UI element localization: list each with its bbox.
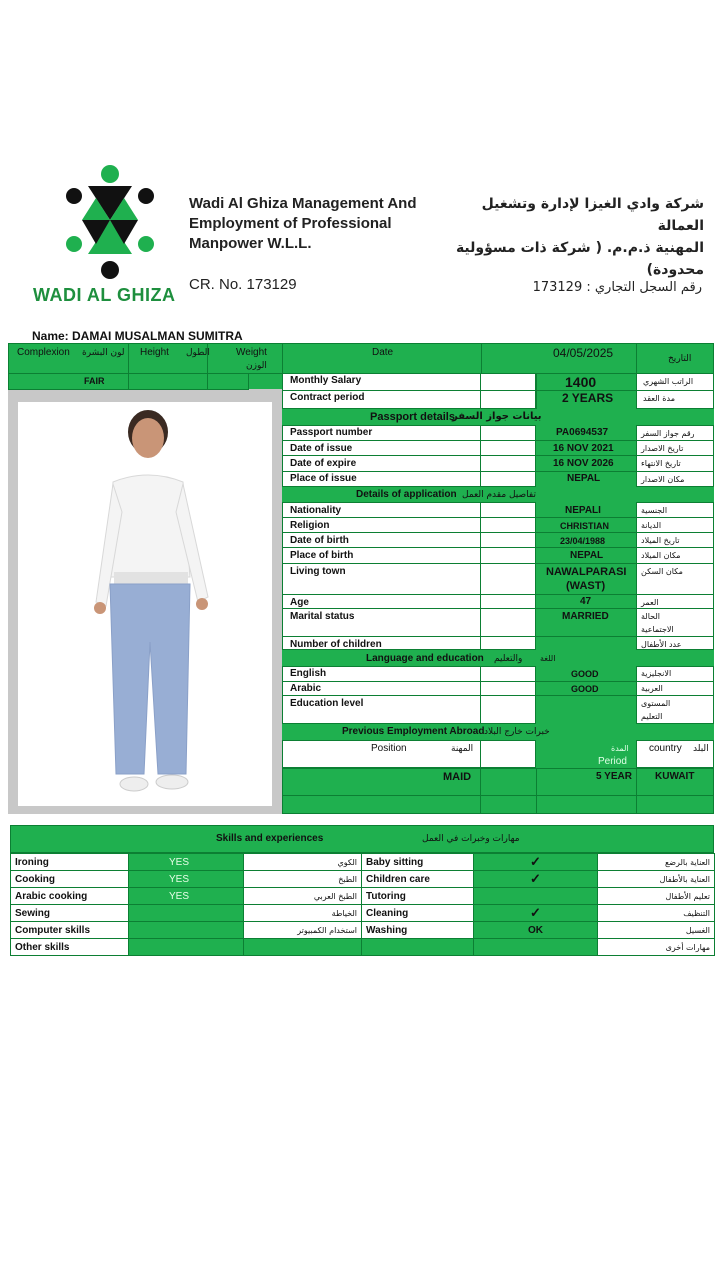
place-of-issue-label: Place of issue bbox=[290, 473, 357, 484]
skills-table bbox=[10, 853, 715, 956]
logo-text: WADI AL GHIZA bbox=[33, 285, 176, 305]
skill-other-right-label bbox=[362, 939, 474, 956]
skill-cooking-value: YES bbox=[129, 871, 244, 888]
application-section-title: Details of application bbox=[356, 489, 457, 500]
employment-section-title: Previous Employment Abroad bbox=[342, 726, 485, 737]
skills-row bbox=[11, 905, 715, 922]
skill-computer-ar: استخدام الكمبيوتر bbox=[244, 922, 362, 939]
skill-tutoring-ar: تعليم الأطفال bbox=[598, 888, 715, 905]
company-name-line-1: Wadi Al Ghiza Management And bbox=[189, 195, 417, 212]
passport-number-value: PA0694537 bbox=[556, 427, 609, 438]
date-of-expire-label: Date of expire bbox=[290, 458, 357, 469]
number-of-children-label: Number of children bbox=[290, 639, 382, 650]
date-of-expire-ar: تاريخ الانتهاء bbox=[641, 459, 681, 468]
passport-section-title: Passport details bbox=[370, 411, 455, 423]
period-header: Period bbox=[598, 756, 627, 767]
date-of-issue-ar: تاريخ الاصدار bbox=[641, 444, 684, 453]
skill-ironing-value: YES bbox=[129, 854, 244, 871]
employment-section-title-ar: خبرات خارج البلاد bbox=[484, 727, 550, 737]
place-of-birth-label: Place of birth bbox=[290, 550, 354, 561]
date-header: Date bbox=[372, 347, 394, 358]
education-level-ar-2: التعليم bbox=[641, 712, 663, 721]
living-town-value-2: (WAST) bbox=[566, 580, 606, 592]
position-header: Position bbox=[371, 743, 407, 754]
skill-children-care-ar: العناية بالأطفال bbox=[598, 871, 715, 888]
skill-arabic-cooking-value: YES bbox=[129, 888, 244, 905]
employment-country-value: KUWAIT bbox=[655, 771, 695, 782]
marital-status-ar: الحالة bbox=[641, 612, 660, 621]
language-header-ar: اللغة bbox=[540, 654, 556, 663]
skill-children-care-check-icon: ✓ bbox=[474, 871, 598, 888]
date-of-birth-value: 23/04/1988 bbox=[560, 536, 606, 546]
number-of-children-ar: عدد الأطفال bbox=[641, 640, 682, 649]
english-value: GOOD bbox=[571, 669, 599, 679]
period-header-ar: المدة bbox=[611, 744, 629, 753]
skills-row bbox=[11, 871, 715, 888]
applicant-name: Name: DAMAI MUSALMAN SUMITRA bbox=[32, 329, 243, 343]
place-of-birth-value: NEPAL bbox=[570, 550, 604, 561]
place-of-issue-value: NEPAL bbox=[567, 473, 601, 484]
skill-sewing-ar: الخياطة bbox=[244, 905, 362, 922]
place-of-issue-ar: مكان الاصدار bbox=[641, 475, 685, 484]
living-town-ar: مكان السكن bbox=[641, 567, 683, 576]
english-label: English bbox=[290, 668, 327, 679]
age-ar: العمر bbox=[641, 598, 659, 607]
company-name-line-2: Employment of Professional bbox=[189, 215, 392, 232]
arabic-ar: العربية bbox=[641, 684, 663, 693]
age-value: 47 bbox=[580, 596, 592, 607]
skill-children-care-label: Children care bbox=[362, 871, 474, 888]
passport-number-label: Passport number bbox=[290, 427, 373, 438]
complexion-header-ar: لون البشرة bbox=[82, 348, 125, 358]
marital-status-value: MARRIED bbox=[562, 611, 609, 622]
position-header-ar: المهنة bbox=[451, 744, 474, 754]
skill-cooking-ar: الطبخ bbox=[244, 871, 362, 888]
complexion-header: Complexion bbox=[17, 347, 70, 358]
weight-header: Weight bbox=[236, 347, 267, 358]
application-section-title-ar: تفاصيل مقدم العمل bbox=[462, 490, 536, 500]
nationality-ar: الجنسية bbox=[641, 506, 668, 515]
skill-computer-label: Computer skills bbox=[11, 922, 129, 939]
company-name-line-3: Manpower W.L.L. bbox=[189, 235, 312, 252]
skills-title-ar: مهارات وخبرات في العمل bbox=[422, 834, 520, 844]
skill-sewing-label: Sewing bbox=[11, 905, 129, 922]
monthly-salary-value: 1400 bbox=[565, 374, 597, 390]
cr-number-en: CR. No. 173129 bbox=[189, 276, 297, 293]
skill-ironing-ar: الكوي bbox=[244, 854, 362, 871]
skill-other-right-value bbox=[474, 939, 598, 956]
passport-section-title-ar: بيانات جواز السفر bbox=[452, 411, 542, 422]
date-of-issue-label: Date of issue bbox=[290, 443, 353, 454]
skills-title: Skills and experiences bbox=[216, 833, 324, 844]
skill-arabic-cooking-label: Arabic cooking bbox=[11, 888, 129, 905]
english-ar: الانجليزية bbox=[641, 669, 672, 678]
applicant-photo bbox=[18, 402, 272, 806]
age-label: Age bbox=[290, 597, 309, 608]
skill-cooking-label: Cooking bbox=[11, 871, 129, 888]
arabic-label: Arabic bbox=[290, 683, 322, 694]
skill-computer-value bbox=[129, 922, 244, 939]
skills-row bbox=[11, 854, 715, 871]
passport-number-ar: رقم جواز السفر bbox=[641, 429, 695, 438]
height-header: Height bbox=[140, 347, 169, 358]
skills-row bbox=[11, 939, 715, 956]
skill-washing-label: Washing bbox=[362, 922, 474, 939]
company-name-ar-line-1: شركة وادي الغيزا لإدارة وتشغيل العمالة bbox=[481, 196, 704, 234]
marital-status-label: Marital status bbox=[290, 611, 355, 622]
skill-washing-ar: الغسيل bbox=[598, 922, 715, 939]
skill-baby-sitting-ar: العناية بالرضع bbox=[598, 854, 715, 871]
contract-period-value: 2 YEARS bbox=[562, 391, 614, 405]
person-figure-icon bbox=[18, 402, 272, 806]
skill-baby-sitting-check-icon: ✓ bbox=[474, 854, 598, 871]
date-header-ar: التاريخ bbox=[668, 354, 692, 364]
height-header-ar: الطول bbox=[186, 348, 210, 358]
monthly-salary-ar: الراتب الشهري bbox=[643, 377, 694, 386]
date-of-issue-value: 16 NOV 2021 bbox=[553, 443, 614, 454]
company-name-ar-line-3: محدودة) bbox=[646, 262, 704, 278]
skills-row bbox=[11, 888, 715, 905]
country-header: country bbox=[649, 743, 682, 754]
nationality-value: NEPALI bbox=[565, 505, 601, 516]
marital-status-ar-2: الاجتماعية bbox=[641, 625, 674, 634]
cr-number-ar: رقم السجل التجاري : 173129 bbox=[532, 280, 702, 295]
skill-other-right-ar: مهارات أخرى bbox=[598, 939, 715, 956]
country-header-ar: البلد bbox=[693, 744, 709, 754]
arabic-value: GOOD bbox=[571, 684, 599, 694]
employment-years-value: 5 YEAR bbox=[596, 771, 632, 782]
monthly-salary-label: Monthly Salary bbox=[290, 375, 362, 386]
skill-tutoring-label: Tutoring bbox=[362, 888, 474, 905]
employment-job-value: MAID bbox=[443, 771, 472, 783]
skill-other-label: Other skills bbox=[11, 939, 129, 956]
skill-other-value bbox=[129, 939, 244, 956]
language-section-title: Language and education bbox=[366, 653, 484, 664]
skill-cleaning-check-icon: ✓ bbox=[474, 905, 598, 922]
skills-row bbox=[11, 922, 715, 939]
religion-ar: الديانة bbox=[641, 521, 662, 530]
skill-other-ar bbox=[244, 939, 362, 956]
skill-tutoring-value bbox=[474, 888, 598, 905]
skill-ironing-label: Ironing bbox=[11, 854, 129, 871]
education-level-label: Education level bbox=[290, 698, 364, 709]
date-of-birth-label: Date of birth bbox=[290, 535, 349, 546]
date-of-birth-ar: تاريخ الميلاد bbox=[641, 536, 680, 545]
religion-value: CHRISTIAN bbox=[560, 521, 609, 531]
company-name-ar-line-2: المهنية ذ.م.م. ( شركة ذات مسؤولية bbox=[455, 240, 704, 256]
language-section-title-ar: والتعليم bbox=[494, 654, 523, 664]
complexion-value: FAIR bbox=[84, 376, 105, 386]
skills-section bbox=[10, 825, 714, 957]
contract-period-ar: مدة العقد bbox=[643, 394, 675, 403]
skill-baby-sitting-label: Baby sitting bbox=[362, 854, 474, 871]
nationality-label: Nationality bbox=[290, 505, 342, 516]
religion-label: Religion bbox=[290, 520, 330, 531]
date-value: 04/05/2025 bbox=[553, 346, 614, 360]
place-of-birth-ar: مكان الميلاد bbox=[641, 551, 681, 560]
living-town-value: NAWALPARASI bbox=[546, 566, 627, 578]
skill-cleaning-label: Cleaning bbox=[362, 905, 474, 922]
date-of-expire-value: 16 NOV 2026 bbox=[553, 458, 614, 469]
skill-arabic-cooking-ar: الطبخ العربي bbox=[244, 888, 362, 905]
skill-washing-value: OK bbox=[474, 922, 598, 939]
living-town-label: Living town bbox=[290, 566, 346, 577]
contract-period-label: Contract period bbox=[290, 392, 365, 403]
skill-sewing-value bbox=[129, 905, 244, 922]
weight-header-ar: الوزن bbox=[246, 361, 267, 371]
education-level-ar: المستوى bbox=[641, 699, 671, 708]
skill-cleaning-ar: التنظيف bbox=[598, 905, 715, 922]
